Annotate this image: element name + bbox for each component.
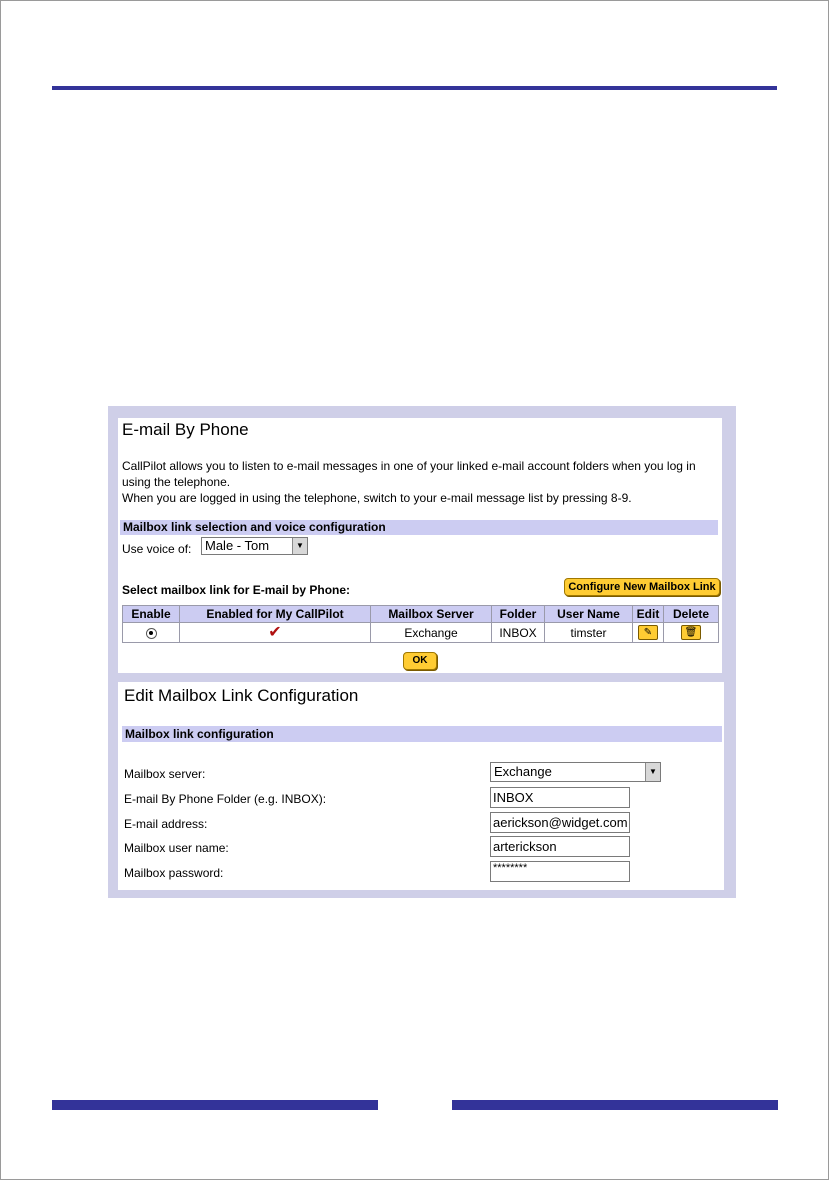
enable-cell [123,623,180,643]
configure-new-mailbox-link-button[interactable]: Configure New Mailbox Link [564,578,720,596]
chevron-down-icon: ▼ [645,763,660,781]
chevron-down-icon: ▼ [292,538,307,554]
table-row [123,623,719,643]
folder-field[interactable]: INBOX [490,787,630,808]
trash-icon[interactable]: 🗑 [681,625,701,640]
email-address-field[interactable]: aerickson@widget.com [490,812,630,833]
column-header: Edit [633,606,664,623]
screenshot-frame [108,406,736,898]
column-header: Folder [492,606,545,623]
user-cell: timster [545,623,633,643]
mailbox-links-table [122,605,719,643]
page-title: E-mail By Phone [122,420,249,439]
user-name-field[interactable]: arterickson [490,836,630,857]
description-line-1: CallPilot allows you to listen to e-mail messages in one of your linked e-mail account folders when you log in using the telephone. [122,459,696,489]
section-header-link-selection: Mailbox link selection and voice configuration [120,520,718,535]
column-header: Enabled for My CallPilot [180,606,371,623]
delete-cell [664,623,719,643]
table-header-row [123,606,719,623]
email-by-phone-panel [118,418,722,673]
enabled-cell [180,623,371,643]
top-rule [52,86,777,90]
voice-select[interactable] [201,537,308,555]
bottom-rule-right [452,1100,778,1110]
server-cell: Exchange [371,623,492,643]
pencil-icon[interactable]: ✎ [638,625,658,640]
description [122,458,720,506]
voice-select-value: Male - Tom [205,538,270,553]
section-header-link-configuration: Mailbox link configuration [122,726,722,742]
select-link-label: Select mailbox link for E-mail by Phone: [122,583,351,597]
folder-cell: INBOX [492,623,545,643]
checkmark-icon: ✔ [268,623,282,641]
bottom-rule-left [52,1100,378,1110]
column-header: Mailbox Server [371,606,492,623]
description-line-2: When you are logged in using the telephone, switch to your e-mail message list by pressing 8-9. [122,491,632,505]
edit-mailbox-link-panel [118,682,724,890]
edit-cell [633,623,664,643]
mailbox-server-label: Mailbox server: [124,767,206,781]
folder-label: E-mail By Phone Folder (e.g. INBOX): [124,792,327,806]
column-header: Delete [664,606,719,623]
password-field[interactable]: ******** [490,861,630,882]
column-header: Enable [123,606,180,623]
mailbox-server-value: Exchange [494,764,552,779]
email-address-label: E-mail address: [124,817,208,831]
password-label: Mailbox password: [124,866,224,880]
voice-label: Use voice of: [122,542,192,556]
ok-button[interactable]: OK [403,652,437,670]
enable-radio[interactable] [146,628,157,639]
user-name-label: Mailbox user name: [124,841,229,855]
edit-title: Edit Mailbox Link Configuration [124,686,359,705]
mailbox-server-select[interactable] [490,762,661,782]
column-header: User Name [545,606,633,623]
